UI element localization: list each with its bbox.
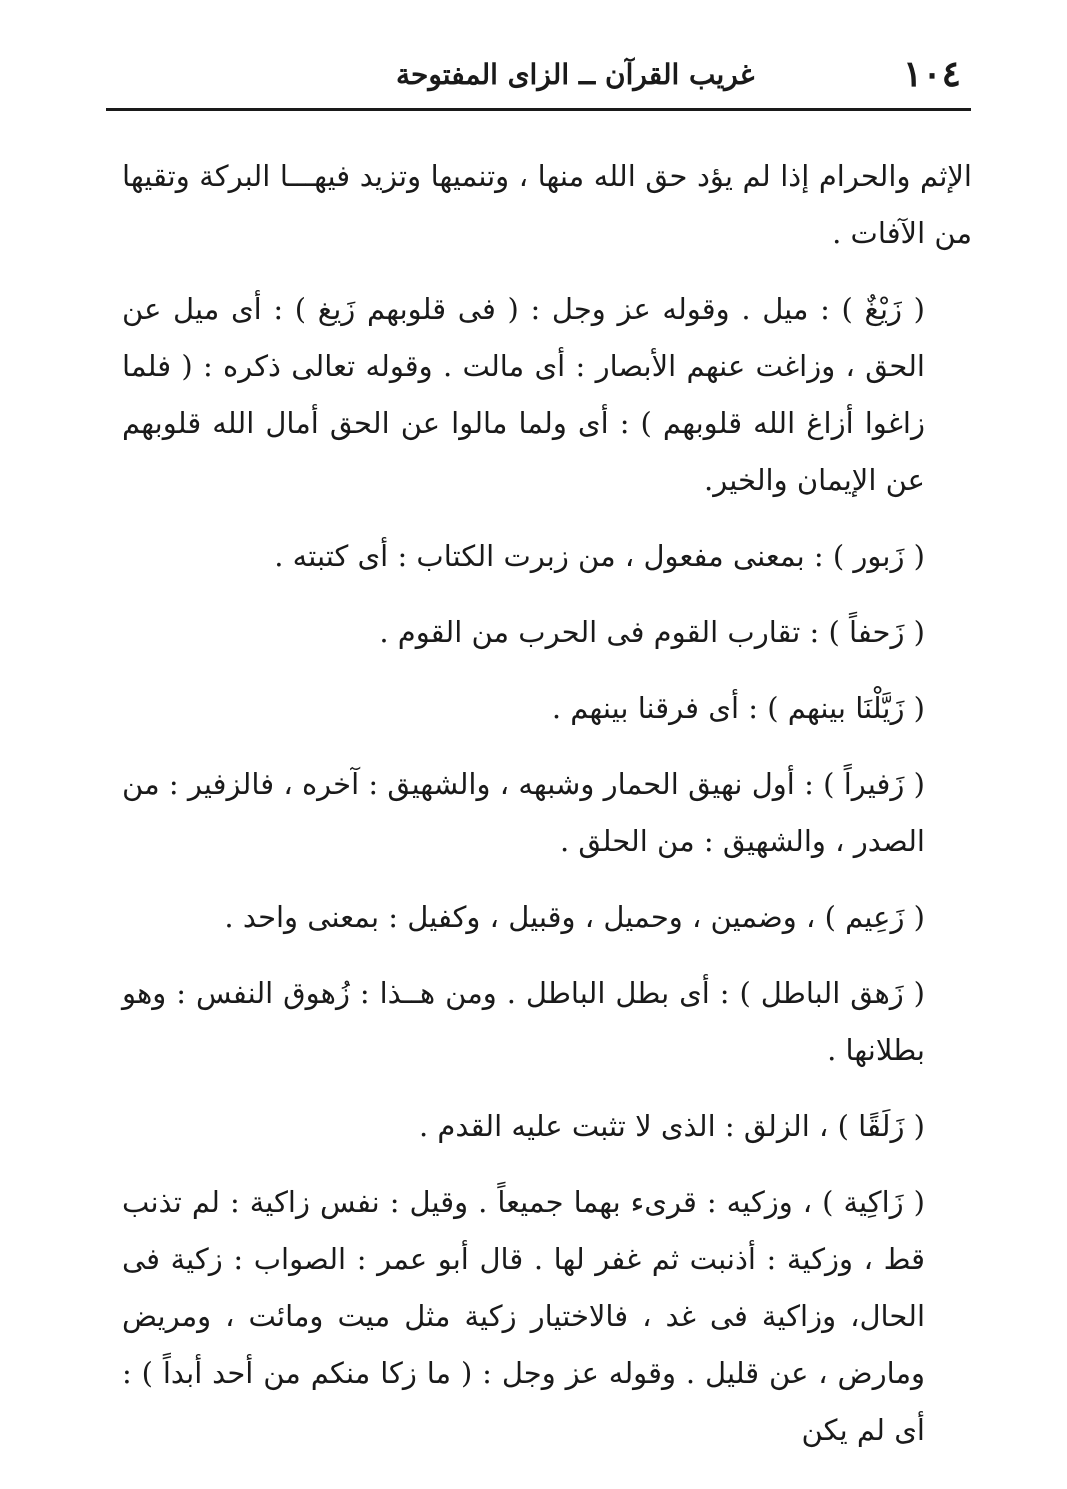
page-number: ١٠٤	[902, 53, 961, 95]
entry-zaygh: ( زَيْغٌ ) : ميل . وقوله عز وجل : ( فى قلوبهم زَيغ ) : أى ميل عن الحق ، وزاغت عنهم الأبصار : أى مالت . وقوله تعالى ذكره : ( فلما زاغوا أزاغ الله قلوبهم ) : أى ولما مالوا عن الحق أمال الله قلوبهم عن الإيمان والخير.	[122, 292, 925, 497]
entry-zabur: ( زَبور ) : بمعنى مفعول ، من زبرت الكتاب : أى كتبته .	[274, 539, 925, 573]
entry-zaim: ( زَعِيم ) ، وضمين ، وحميل ، وقبيل ، وكفيل : بمعنى واحد .	[224, 900, 925, 934]
entry-zafiran: ( زَفيراً ) : أول نهيق الحمار وشبهه ، والشهيق : آخره ، فالزفير : من الصدر ، والشهيق : من الحلق .	[122, 767, 925, 858]
header-rule	[106, 108, 971, 111]
entry-zakiya: ( زَاكِية ) ، وزكيه : قرىء بهما جميعاً . وقيل : نفس زاكية : لم تذنب قط ، وزكية : أذنبت ثم غفر لها . قال أبو عمر : الصواب : زكية فى الحال، وزاكية فى غد ، فالاختيار زكية مثل ميت ومائت ، ومريض ومارض ، عن قليل . وقوله عز وجل : ( ما زكا منكم من أحد أبداً ) : أى لم يكن	[122, 1185, 925, 1447]
page-body	[122, 148, 972, 1478]
page-header	[106, 52, 971, 96]
paragraph-continuation: الإثم والحرام إذا لم يؤد حق الله منها ، وتنميها وتزيد فيهـــا البركة وتقيها من الآفات .	[122, 159, 972, 250]
entry-zalaqan: ( زَلَقًا ) ، الزلق : الذى لا تثبت عليه القدم .	[419, 1109, 925, 1143]
entry-zayyalna: ( زَيَّلْنَا بينهم ) : أى فرقنا بينهم .	[551, 691, 925, 725]
running-title: غريب القرآن ــ الزاى المفتوحة	[396, 57, 755, 91]
entry-zahfan: ( زَحفاً ) : تقارب القوم فى الحرب من القوم .	[379, 615, 925, 649]
entry-zahaqa: ( زَهق الباطل ) : أى بطل الباطل . ومن هــذا : زُهوق النفس : وهو بطلانها .	[122, 976, 925, 1067]
